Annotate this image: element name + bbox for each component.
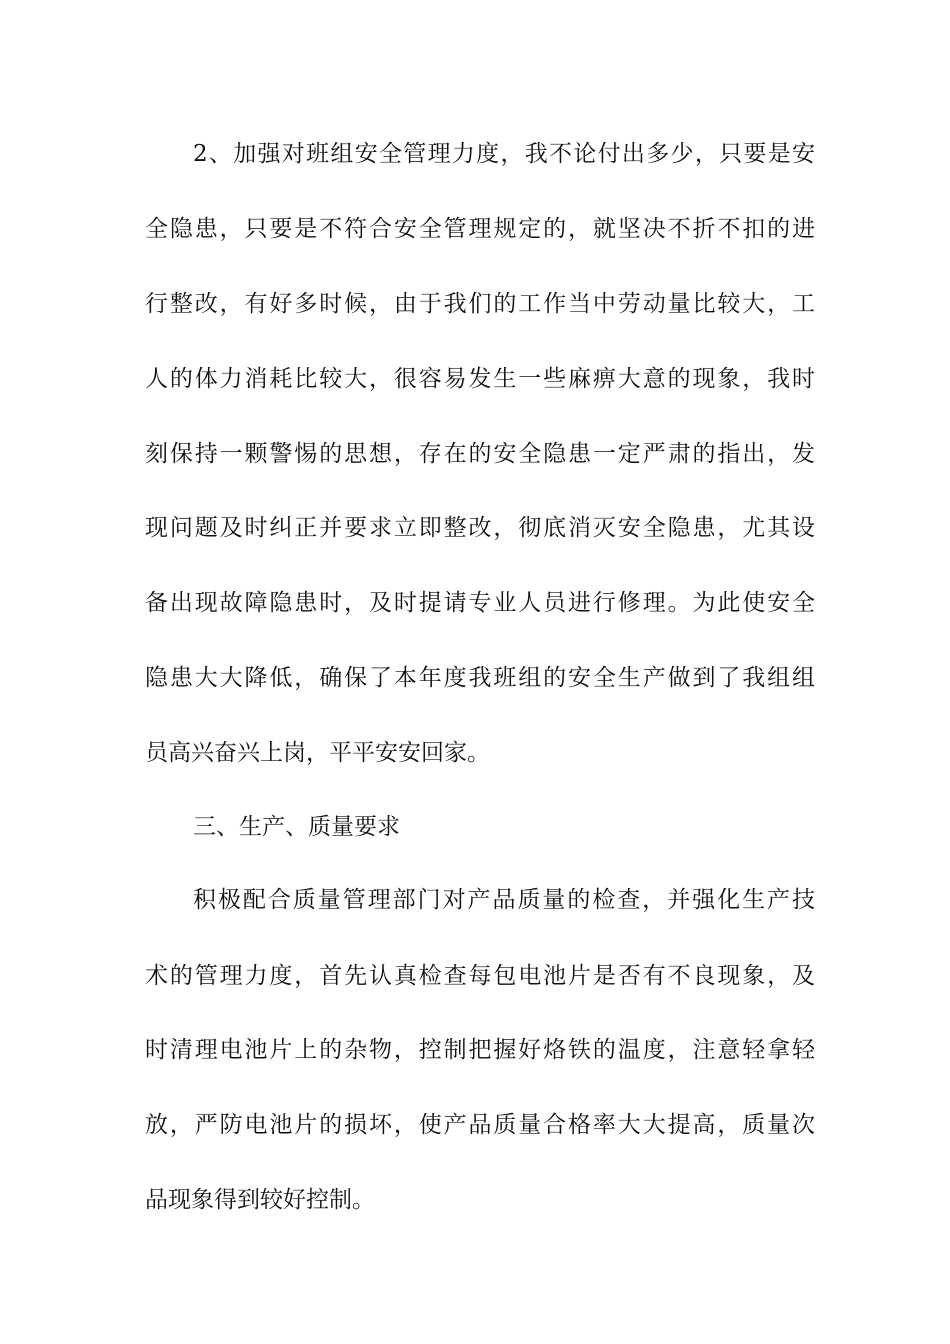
paragraph-line: 刻保持一颗警惕的思想，存在的安全隐患一定严肃的指出，发 — [145, 441, 815, 467]
paragraph-line: 放，严防电池片的损坏，使产品质量合格率大大提高，质量次 — [145, 1112, 815, 1138]
paragraph-line: 员高兴奋兴上岗，平平安安回家。 — [145, 740, 490, 766]
paragraph-line: 行整改，有好多时候，由于我们的工作当中劳动量比较大，工 — [145, 291, 815, 317]
paragraph-line: 隐患大大降低，确保了本年度我班组的安全生产做到了我组组 — [145, 665, 815, 691]
paragraph-line: 品现象得到较好控制。 — [145, 1187, 375, 1213]
paragraph-line: 人的体力消耗比较大，很容易发生一些麻痹大意的现象，我时 — [145, 366, 815, 392]
paragraph-line: 现问题及时纠正并要求立即整改，彻底消灭安全隐患，尤其设 — [145, 515, 815, 541]
section-heading: 三、生产、质量要求 — [193, 814, 400, 840]
paragraph-line: 积极配合质量管理部门对产品质量的检查，并强化生产技 — [193, 887, 815, 913]
paragraph-line: 备出现故障隐患时，及时提请专业人员进行修理。为此使安全 — [145, 590, 815, 616]
paragraph-line: 全隐患，只要是不符合安全管理规定的，就坚决不折不扣的进 — [145, 216, 815, 242]
paragraph-line: 时清理电池片上的杂物，控制把握好烙铁的温度，注意轻拿轻 — [145, 1037, 815, 1063]
paragraph-line: 2、加强对班组安全管理力度，我不论付出多少，只要是安 — [193, 141, 815, 167]
paragraph-line: 术的管理力度，首先认真检查每包电池片是否有不良现象，及 — [145, 963, 815, 989]
